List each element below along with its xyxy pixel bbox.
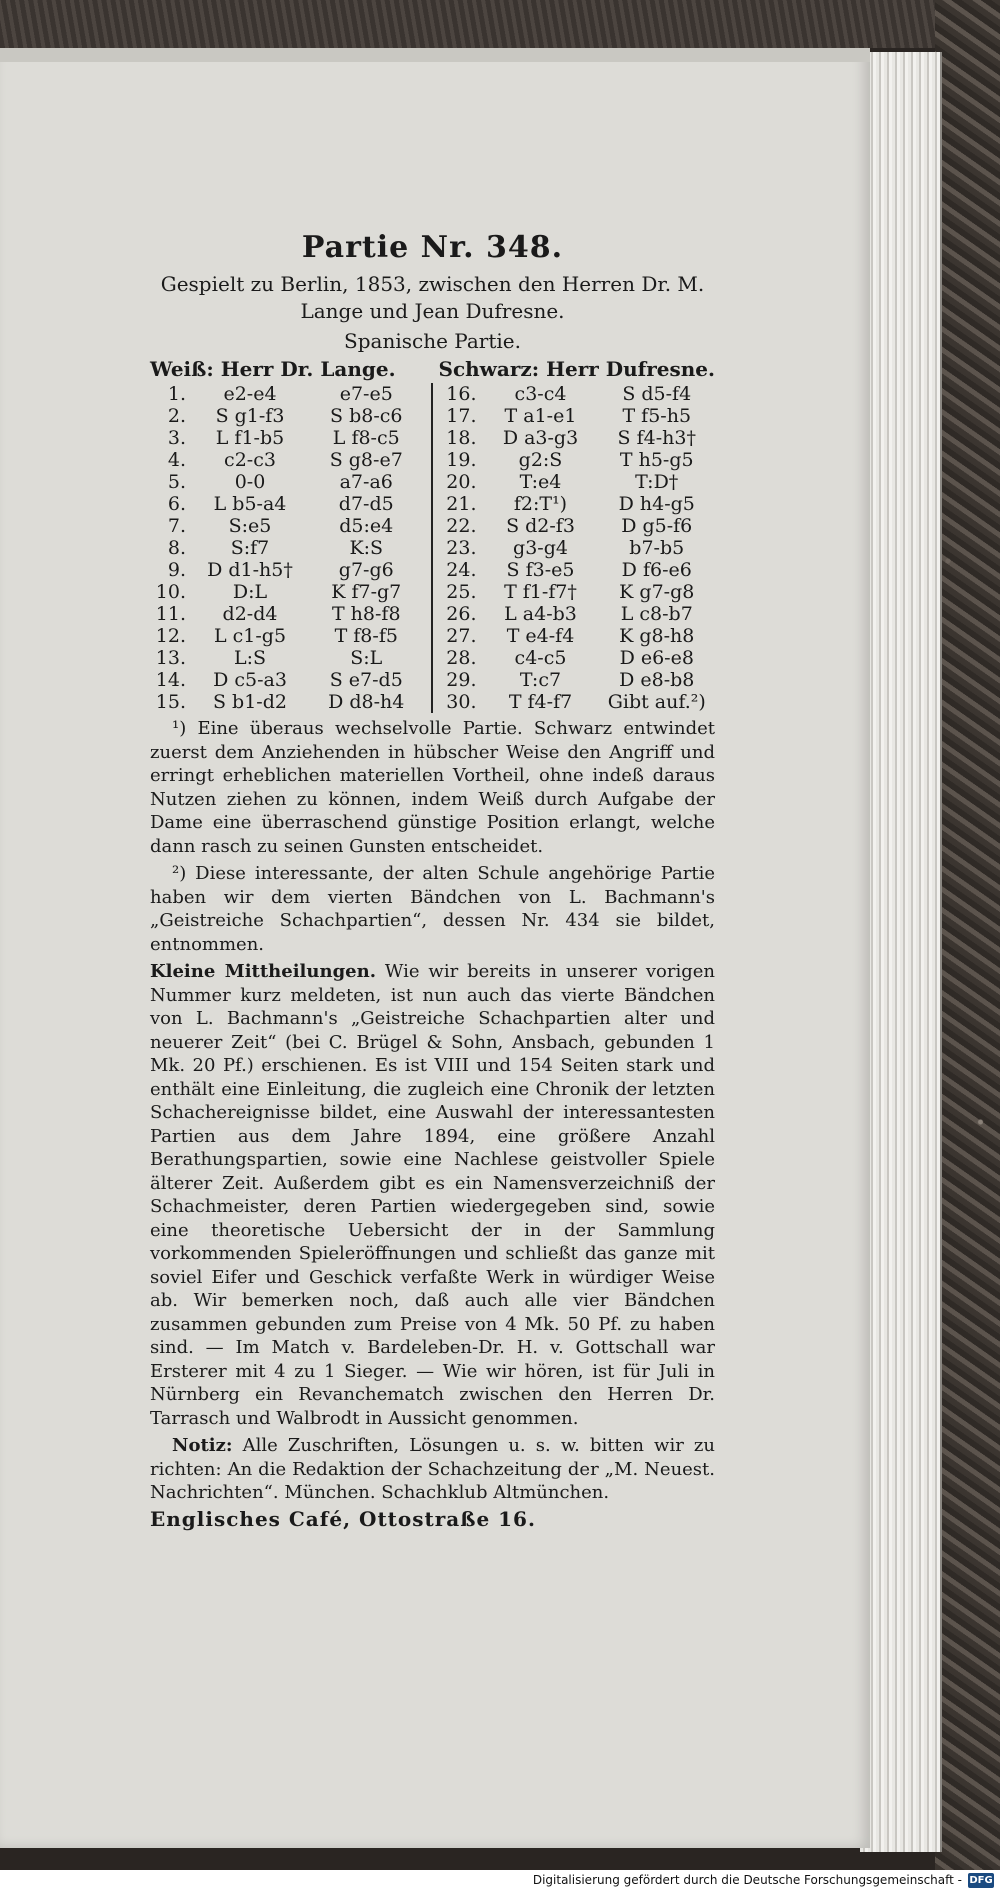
move-number: 21. <box>446 493 477 515</box>
move-number: 29. <box>446 669 477 691</box>
black-move: T:D† <box>635 471 679 493</box>
white-move: S:e5 <box>228 515 272 537</box>
move-row <box>150 427 425 449</box>
notice-body: Alle Zuschriften, Lösungen u. s. w. bitten wir zu richten: An die Redaktion der Schachzeitung der „M. Neuest. Nachrichten“. München. Schachklub Altmünchen. <box>150 1435 715 1503</box>
move-number: 7. <box>167 515 186 537</box>
news-body: Wie wir bereits in unserer vorigen Nummer kurz meldeten, ist nun auch das vierte Bändchen von L. Bachmann's „Geistreiche Schachpartien alter und neuerer Zeit“ (bei C. Brügel & Sohn, Ansbach, gebunden 1 Mk. 20 Pf.) erschienen. Es ist VIII und 154 Seiten stark und enthält eine Einleitung, die zugleich eine Chronik der letzten Schachereignisse bildet, eine Auswahl der interessantesten Partien aus dem Jahre 1894, eine größere Anzahl Berathungspartien, sowie eine Nachlese geistvoller Spiele älterer Zeit. Außerdem gibt es ein Namensverzeichniß der Schachmeister, deren Partien wiedergegeben sind, sowie eine theoretische Uebersicht der in der Sammlung vorkommenden Spieleröffnungen und schließt das ganze mit soviel Eifer und Geschick verfaßte Werk in würdiger Weise ab. Wir bemerken noch, daß auch alle vier Bändchen zusammen gebunden zum Preise von 4 Mk. 50 Pf. zu haben sind. — Im Match v. Bardeleben-Dr. H. v. Gottschall war Ersterer mit 4 zu 1 Sieger. — Wie wir hören, ist für Juli in Nürnberg ein Revanchematch zwischen den Herren Dr. Tarrasch und Walbrodt in Aussicht genommen. <box>150 961 715 1429</box>
move-number: 5. <box>167 471 186 493</box>
book-cover-marbled <box>935 0 1000 1870</box>
black-move: S e7-d5 <box>329 669 403 691</box>
move-number: 27. <box>446 625 477 647</box>
digitization-bar <box>0 1870 1000 1892</box>
black-move: K:S <box>349 537 384 559</box>
opening-name: Spanische Partie. <box>344 329 521 353</box>
move-number: 16. <box>446 383 477 405</box>
news-heading: Kleine Mittheilungen. <box>150 961 376 982</box>
move-number: 22. <box>446 515 477 537</box>
white-player: Weiß: Herr Dr. Lange. <box>150 357 396 381</box>
move-row <box>150 625 425 647</box>
white-move: D a3-g3 <box>502 427 579 449</box>
move-number: 9. <box>167 559 186 581</box>
notice-paragraph <box>150 1434 715 1505</box>
white-move: T a1-e1 <box>504 405 577 427</box>
move-row <box>150 405 425 427</box>
black-move: S g8-e7 <box>329 449 403 471</box>
white-move: 0-0 <box>234 471 266 493</box>
black-move: K f7-g7 <box>331 581 402 603</box>
black-move: D f6-e6 <box>621 559 692 581</box>
black-move: D g5-f6 <box>621 515 693 537</box>
club-address: Englisches Café, Ottostraße 16. <box>150 1506 536 1531</box>
move-row <box>441 625 716 647</box>
black-move: e7-e5 <box>339 383 393 405</box>
notice-heading: Notiz: <box>172 1435 233 1456</box>
moves-column-left <box>150 383 433 713</box>
move-number: 6. <box>167 493 186 515</box>
move-row <box>150 559 425 581</box>
move-number: 23. <box>446 537 477 559</box>
move-row <box>441 691 716 713</box>
black-move: D e6-e8 <box>619 647 694 669</box>
white-move: d2-d4 <box>222 603 278 625</box>
black-move: D d8-h4 <box>328 691 405 713</box>
move-number: 3. <box>167 427 186 449</box>
black-move: Gibt auf.²) <box>607 691 706 713</box>
move-row <box>441 603 716 625</box>
black-move: b7-b5 <box>629 537 685 559</box>
white-move: S:f7 <box>230 537 270 559</box>
footnote-2: ²) Diese interessante, der alten Schule angehörige Partie haben wir dem vierten Bändchen von L. Bachmann's „Geistreiche Schachpartien“, dessen Nr. 434 sie bildet, entnommen. <box>150 863 715 955</box>
move-row <box>441 537 716 559</box>
black-move: S:L <box>350 647 383 669</box>
white-move: g2:S <box>518 449 563 471</box>
move-row <box>441 515 716 537</box>
game-title: Partie Nr. 348. <box>301 230 564 265</box>
white-move: T f4-f7 <box>508 691 573 713</box>
moves-table <box>150 383 715 713</box>
move-number: 26. <box>446 603 477 625</box>
move-row <box>441 559 716 581</box>
players-line <box>150 357 715 381</box>
move-number: 1. <box>167 383 186 405</box>
move-row <box>150 581 425 603</box>
moves-column-right <box>433 383 716 713</box>
move-row <box>150 537 425 559</box>
white-move: S f3-e5 <box>506 559 575 581</box>
move-row <box>150 493 425 515</box>
move-row <box>150 691 425 713</box>
move-number: 4. <box>167 449 186 471</box>
black-move: K g8-h8 <box>619 625 695 647</box>
black-move: T h5-g5 <box>619 449 694 471</box>
white-move: c2-c3 <box>224 449 276 471</box>
black-move: d5:e4 <box>339 515 394 537</box>
move-row <box>441 647 716 669</box>
dfg-credit: Digitalisierung gefördert durch die Deutsche Forschungsgemeinschaft - <box>532 1873 962 1887</box>
move-number: 28. <box>446 647 477 669</box>
move-row <box>150 669 425 691</box>
black-player: Schwarz: Herr Dufresne. <box>438 357 715 381</box>
move-row <box>150 471 425 493</box>
move-number: 25. <box>446 581 477 603</box>
black-move: S f4-h3† <box>617 427 696 449</box>
move-number: 13. <box>155 647 186 669</box>
black-move: d7-d5 <box>338 493 394 515</box>
move-number: 17. <box>446 405 477 427</box>
black-move: L c8-b7 <box>620 603 693 625</box>
black-move: K g7-g8 <box>619 581 695 603</box>
black-move: T h8-f8 <box>331 603 401 625</box>
move-row <box>441 449 716 471</box>
white-move: L f1-b5 <box>215 427 285 449</box>
move-row <box>150 383 425 405</box>
black-move: S b8-c6 <box>330 405 403 427</box>
white-move: T e4-f4 <box>506 625 575 647</box>
move-row <box>441 669 716 691</box>
move-number: 19. <box>446 449 477 471</box>
black-move: T f5-h5 <box>622 405 692 427</box>
white-move: D:L <box>232 581 268 603</box>
page-edges <box>860 52 942 1852</box>
white-move: S b1-d2 <box>213 691 287 713</box>
white-move: g3-g4 <box>513 537 568 559</box>
white-move: D c5-a3 <box>213 669 287 691</box>
white-move: T:c7 <box>519 669 562 691</box>
move-row <box>441 493 716 515</box>
move-number: 10. <box>155 581 186 603</box>
move-number: 2. <box>167 405 186 427</box>
black-move: g7-g6 <box>338 559 394 581</box>
move-row <box>441 405 716 427</box>
page-text <box>150 230 715 1531</box>
move-row <box>441 427 716 449</box>
book-cover-top <box>0 0 1000 48</box>
black-move: a7-a6 <box>339 471 393 493</box>
black-move: T f8-f5 <box>334 625 398 647</box>
move-row <box>150 647 425 669</box>
white-move: S g1-f3 <box>215 405 285 427</box>
move-number: 15. <box>155 691 186 713</box>
white-move: c4-c5 <box>514 647 567 669</box>
dfg-logo: DFG <box>969 1875 993 1886</box>
black-move: L f8-c5 <box>332 427 400 449</box>
news-paragraph <box>150 960 715 1430</box>
move-number: 11. <box>155 603 186 625</box>
move-row <box>441 471 716 493</box>
move-number: 8. <box>167 537 186 559</box>
white-move: c3-c4 <box>514 383 567 405</box>
move-number: 20. <box>446 471 477 493</box>
move-number: 14. <box>155 669 186 691</box>
white-move: L:S <box>233 647 267 669</box>
footnote-1: ¹) Eine überaus wechselvolle Partie. Schwarz entwindet zuerst dem Anziehenden in hübscher Weise den Angriff und erringt erheblichen materiellen Vortheil, ohne indeß daraus Nutzen ziehen zu können, indem Weiß durch Aufgabe der Dame eine überraschend günstige Position erlangt, welche dann rasch zu seinen Gunsten entscheidet. <box>150 718 715 857</box>
move-number: 12. <box>155 625 186 647</box>
white-move: L c1-g5 <box>213 625 287 647</box>
white-move: S d2-f3 <box>506 515 575 537</box>
move-row <box>441 581 716 603</box>
move-number: 30. <box>446 691 477 713</box>
move-row <box>150 603 425 625</box>
move-row <box>441 383 716 405</box>
white-move: L a4-b3 <box>504 603 577 625</box>
move-number: 24. <box>446 559 477 581</box>
black-move: S d5-f4 <box>622 383 692 405</box>
white-move: e2-e4 <box>223 383 277 405</box>
black-move: D h4-g5 <box>618 493 695 515</box>
white-move: T f1-f7† <box>504 581 577 603</box>
game-subtitle: Gespielt zu Berlin, 1853, zwischen den Herren Dr. M. Lange und Jean Dufresne. <box>160 272 705 323</box>
white-move: D d1-h5† <box>207 559 293 581</box>
move-row <box>150 449 425 471</box>
black-move: D e8-b8 <box>619 669 695 691</box>
white-move: T:e4 <box>519 471 562 493</box>
move-number: 18. <box>446 427 477 449</box>
white-move: f2:T¹) <box>513 493 568 515</box>
move-row <box>150 515 425 537</box>
white-move: L b5-a4 <box>213 493 287 515</box>
page-top-edge <box>0 48 870 62</box>
